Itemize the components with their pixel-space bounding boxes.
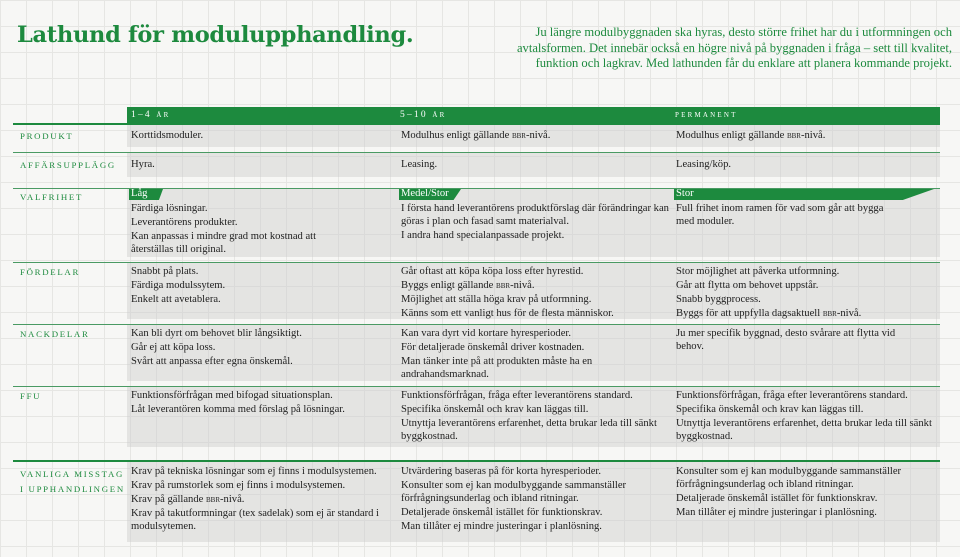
cell-line: Utvärdering baseras på för korta hyresperioder. <box>401 466 602 477</box>
cell-line: Krav på tekniska lösningar som ej finns i modulsystemen. <box>131 466 377 477</box>
column-header-short: 1–4 år <box>131 110 171 120</box>
cell-affarsupplagg-medium <box>401 159 666 173</box>
row-divider <box>13 123 940 125</box>
cell-fordelar-medium <box>401 266 671 322</box>
bbr-abbr: bbr <box>206 494 221 506</box>
cell-line: Funktionsförfrågan, fråga efter leverantörens standard. <box>401 390 633 401</box>
cell-line: Går ej att köpa loss. <box>131 342 216 354</box>
cell-line: Byggs enligt gällande bbr-nivå. <box>401 280 535 292</box>
row-divider <box>13 262 940 263</box>
level-label-medium: Medel/Stor <box>401 188 449 199</box>
cell-line: Kan bli dyrt om behovet blir långsiktigt. <box>131 328 302 339</box>
cell-nackdelar-medium <box>401 328 641 383</box>
row-label-produkt: PRODUKT <box>20 131 74 141</box>
level-tag-high <box>674 189 934 200</box>
level-label-low: Låg <box>131 188 148 199</box>
cell-line: Kan anpassas i mindre grad mot kostnad att återställas till original. <box>131 231 317 255</box>
cell-line: Färdiga modulssytem. <box>131 280 226 292</box>
cell-nackdelar-permanent <box>676 328 906 355</box>
cell-valfrihet-short <box>131 203 346 258</box>
cell-line: Full frihet inom ramen för vad som går att bygga med moduler. <box>676 203 884 227</box>
bbr-abbr: bbr <box>496 280 511 292</box>
cell-line: Möjlighet att ställa höga krav på utformning. <box>401 294 592 306</box>
cell-line: Leverantörens produkter. <box>131 217 238 229</box>
page-title: Lathund för modulupphandling. <box>17 22 414 48</box>
cell-fordelar-short <box>131 266 391 308</box>
cell-line: Hyra. <box>131 159 155 170</box>
bbr-abbr: bbr <box>786 130 801 141</box>
row-divider <box>13 386 940 387</box>
bbr-abbr: bbr <box>511 130 526 141</box>
cell-misstag-medium <box>401 466 656 535</box>
cell-line: Svårt att anpassa efter egna önskemål. <box>131 356 293 368</box>
row-label-affarsupplagg: AFFÄRSUPPLÄGG <box>20 160 116 170</box>
cell-nackdelar-short <box>131 328 391 370</box>
cell-affarsupplagg-permanent <box>676 159 936 173</box>
cell-line: Leasing/köp. <box>676 159 732 170</box>
cell-line: Funktionsförfrågan, fråga efter leverantörens standard. <box>676 390 908 401</box>
cell-line: Detaljerade önskemål istället för funktionskrav. <box>401 506 603 518</box>
cell-misstag-short <box>131 466 396 535</box>
cell-line: Korttidsmoduler. <box>131 130 204 141</box>
cell-misstag-permanent <box>676 466 938 521</box>
cell-line: I andra hand specialanpassade projekt. <box>401 229 565 241</box>
cell-line: Snabbt på plats. <box>131 266 199 277</box>
row-divider <box>13 152 940 153</box>
cell-line: Snabb byggprocess. <box>676 294 761 306</box>
cell-valfrihet-permanent <box>676 203 886 230</box>
row-label-misstag: VANLIGA MISSTAG I UPPHANDLINGEN <box>20 469 125 494</box>
level-label-high: Stor <box>676 188 694 199</box>
cell-line: Går oftast att köpa köpa loss efter hyrestid. <box>401 266 584 277</box>
cell-ffu-permanent <box>676 390 938 445</box>
cell-produkt-permanent <box>676 130 936 144</box>
cell-line: Låt leverantören komma med förslag på lösningar. <box>131 404 345 416</box>
column-header-permanent: permanent <box>675 110 738 120</box>
cell-line: Modulhus enligt gällande bbr-nivå. <box>401 130 551 141</box>
row-label-fordelar: FÖRDELAR <box>20 267 81 277</box>
cell-line: Utnyttja leverantörens erfarenhet, detta brukar leda till sänkt byggkostnad. <box>401 418 657 442</box>
cell-line: Funktionsförfrågan med bifogad situationsplan. <box>131 390 333 401</box>
cell-line: I första hand leverantörens produktförslag där förändringar kan göras i plan och fasad samt materialval. <box>401 203 669 227</box>
column-header-medium: 5–10 år <box>400 110 447 120</box>
cell-line: Känns som ett vanligt hus för de flesta människor. <box>401 308 614 320</box>
column-header-bar <box>127 107 940 123</box>
bbr-abbr: bbr <box>822 308 837 320</box>
cell-line: Krav på gällande bbr-nivå. <box>131 494 245 506</box>
intro-text: Ju längre modulbyggnaden ska hyras, desto större frihet har du i utformningen och avtalsformen. Det innebär också en högre nivå på byggnaden i fråga – sett till kvalitet, funktion och lagkrav. Med lathunden får du enklare att planera kommande projekt. <box>516 25 952 71</box>
row-divider <box>13 188 940 189</box>
cell-line: Man tillåter ej mindre justeringar i planlösning. <box>676 506 877 518</box>
cell-line: Byggs för att uppfylla dagsaktuell bbr-nivå. <box>676 308 862 320</box>
cell-line: Specifika önskemål och krav kan läggas till. <box>676 404 864 416</box>
row-label-nackdelar: NACKDELAR <box>20 329 90 339</box>
cell-line: Går att flytta om behovet uppstår. <box>676 280 819 292</box>
cell-ffu-medium <box>401 390 663 445</box>
cell-ffu-short <box>131 390 393 418</box>
row-divider <box>13 460 940 462</box>
cell-affarsupplagg-short <box>131 159 391 173</box>
cell-line: Kan vara dyrt vid kortare hyresperioder. <box>401 328 572 339</box>
cell-valfrihet-medium <box>401 203 671 244</box>
cell-line: Färdiga lösningar. <box>131 203 208 214</box>
cell-line: Konsulter som ej kan modulbyggande sammanställer förfrågningsunderlag och ibland ritningar. <box>676 466 902 490</box>
cell-produkt-short <box>131 130 391 144</box>
cell-line: Ju mer specifik byggnad, desto svårare att flytta vid behov. <box>676 328 896 352</box>
cell-line: För detaljerade önskemål driver kostnaden. <box>401 342 585 354</box>
cell-line: Enkelt att avetablera. <box>131 294 221 306</box>
row-label-ffu: FFU <box>20 391 42 401</box>
cell-line: Man tänker inte på att produkten måste ha en andrahandsmarknad. <box>401 356 593 380</box>
cell-line: Konsulter som ej kan modulbyggande sammanställer förfrågningsunderlag och ibland ritningar. <box>401 480 627 504</box>
cell-line: Utnyttja leverantörens erfarenhet, detta brukar leda till sänkt byggkostnad. <box>676 418 932 442</box>
row-divider <box>13 324 940 325</box>
cell-line: Specifika önskemål och krav kan läggas till. <box>401 404 589 416</box>
cell-line: Modulhus enligt gällande bbr-nivå. <box>676 130 826 141</box>
cell-line: Leasing. <box>401 159 438 170</box>
cell-line: Man tillåter ej mindre justeringar i planlösning. <box>401 520 602 532</box>
cell-fordelar-permanent <box>676 266 938 322</box>
cell-line: Stor möjlighet att påverka utformning. <box>676 266 840 277</box>
cell-produkt-medium <box>401 130 666 144</box>
cell-line: Krav på rumstorlek som ej finns i modulsystemen. <box>131 480 346 492</box>
row-label-valfrihet: VALFRIHET <box>20 192 84 202</box>
cell-line: Krav på takutformningar (tex sadelak) som ej är standard i modulsytemen. <box>131 508 379 532</box>
cell-line: Detaljerade önskemål istället för funktionskrav. <box>676 492 878 504</box>
